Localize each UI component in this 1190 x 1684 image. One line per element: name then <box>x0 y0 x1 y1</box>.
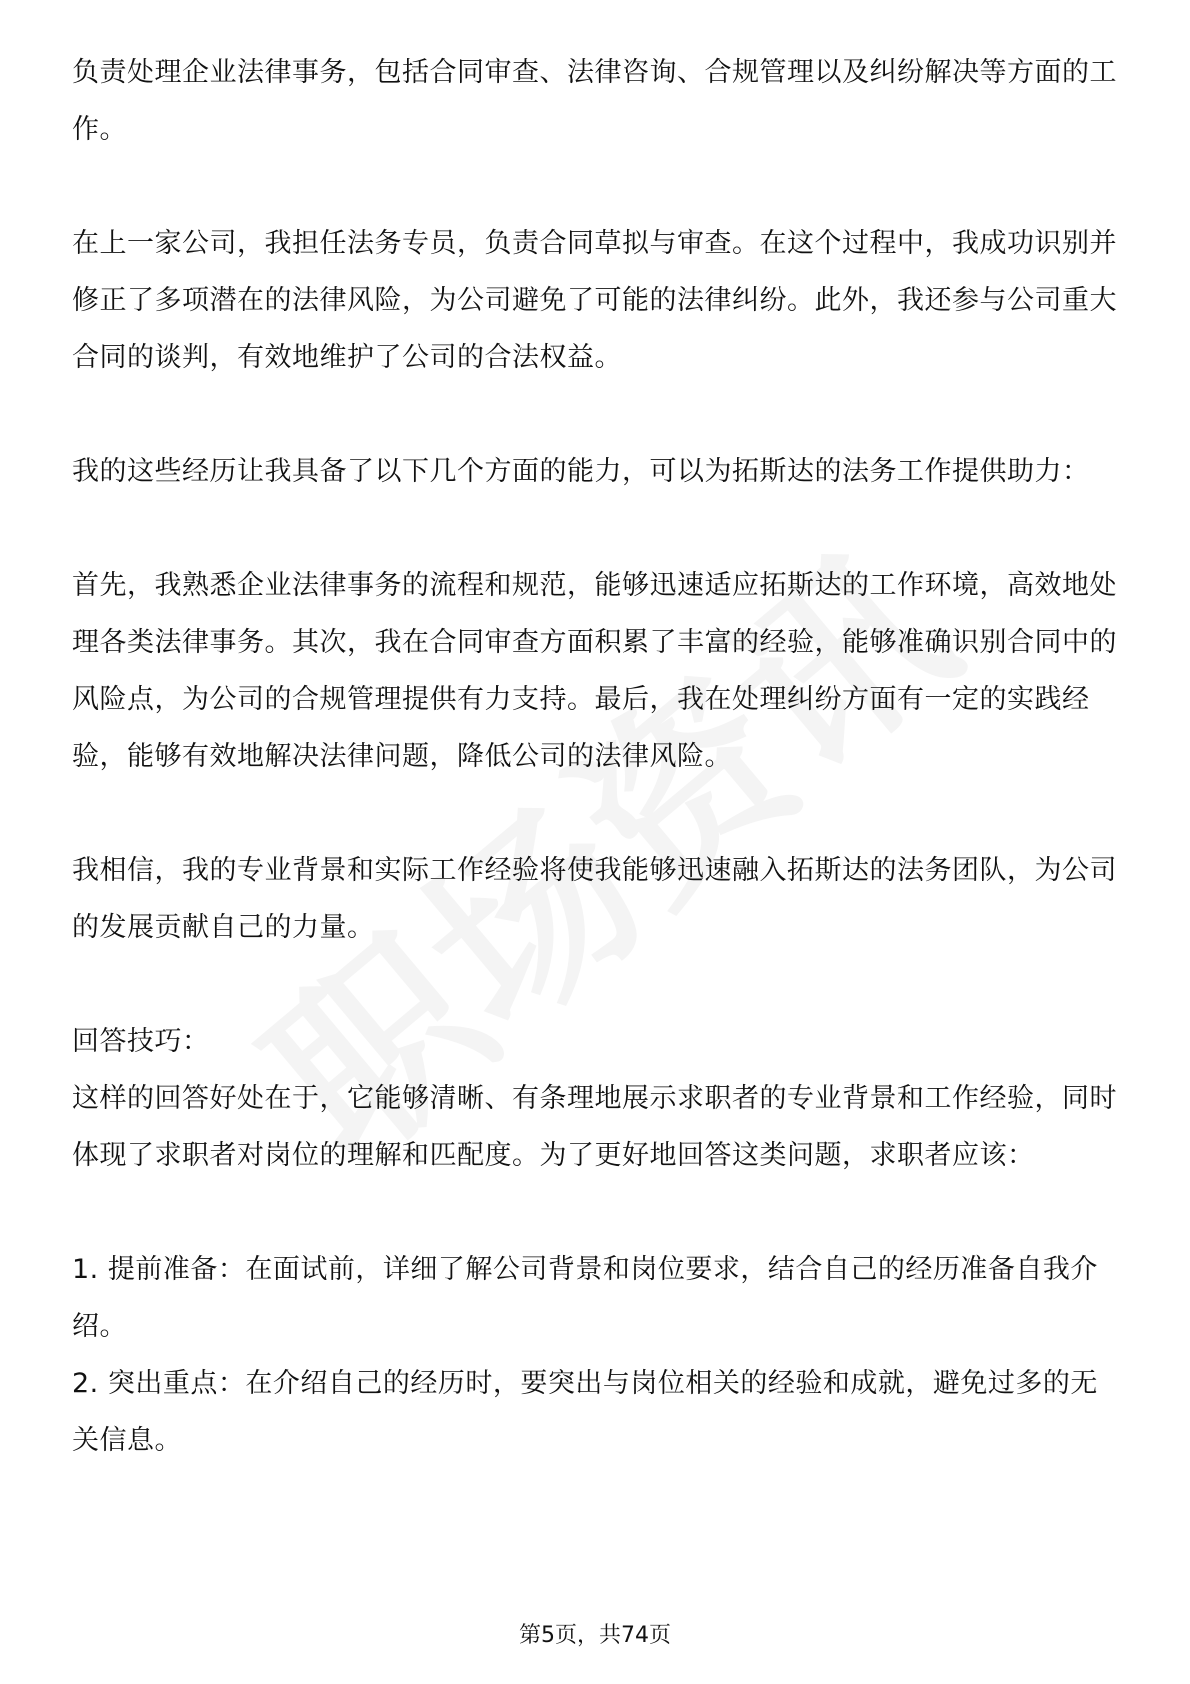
paragraph-experience: 在上一家公司，我担任法务专员，负责合同草拟与审查。在这个过程中，我成功识别并修正了多项潜在的法律风险，为公司避免了可能的法律纠纷。此外，我还参与公司重大合同的谈判，有效地维护了公司的合法权益。 <box>72 228 1117 373</box>
document-body <box>72 44 1122 1469</box>
paragraph-responsibilities: 负责处理企业法律事务，包括合同审查、法律咨询、合规管理以及纠纷解决等方面的工作。 <box>72 57 1117 145</box>
paragraph-gap <box>72 158 1122 215</box>
paragraph-abilities: 首先，我熟悉企业法律事务的流程和规范，能够迅速适应拓斯达的工作环境，高效地处理各类法律事务。其次，我在合同审查方面积累了丰富的经验，能够准确识别合同中的风险点，为公司的合规管理提供有力支持。最后，我在处理纠纷方面有一定的实践经验，能够有效地解决法律问题，降低公司的法律风险。 <box>72 570 1117 772</box>
paragraph-gap <box>72 785 1122 842</box>
tips-intro: 这样的回答好处在于，它能够清晰、有条理地展示求职者的专业背景和工作经验，同时体现了求职者对岗位的理解和匹配度。为了更好地回答这类问题，求职者应该： <box>72 1083 1117 1171</box>
paragraph-conclusion: 我相信，我的专业背景和实际工作经验将使我能够迅速融入拓斯达的法务团队，为公司的发展贡献自己的力量。 <box>72 855 1117 943</box>
paragraph-gap <box>72 500 1122 557</box>
tip-item-1: 1. 提前准备：在面试前，详细了解公司背景和岗位要求，结合自己的经历准备自我介绍。 <box>72 1254 1098 1342</box>
tips-heading: 回答技巧： <box>72 1026 210 1057</box>
paragraph-abilities-intro: 我的这些经历让我具备了以下几个方面的能力，可以为拓斯达的法务工作提供助力： <box>72 456 1090 487</box>
tip-item-2: 2. 突出重点：在介绍自己的经历时，要突出与岗位相关的经验和成就，避免过多的无关信息。 <box>72 1368 1098 1456</box>
paragraph-gap <box>72 956 1122 1013</box>
paragraph-gap <box>72 1184 1122 1241</box>
page-number: 第5页，共74页 <box>519 1623 671 1648</box>
paragraph-gap <box>72 386 1122 443</box>
